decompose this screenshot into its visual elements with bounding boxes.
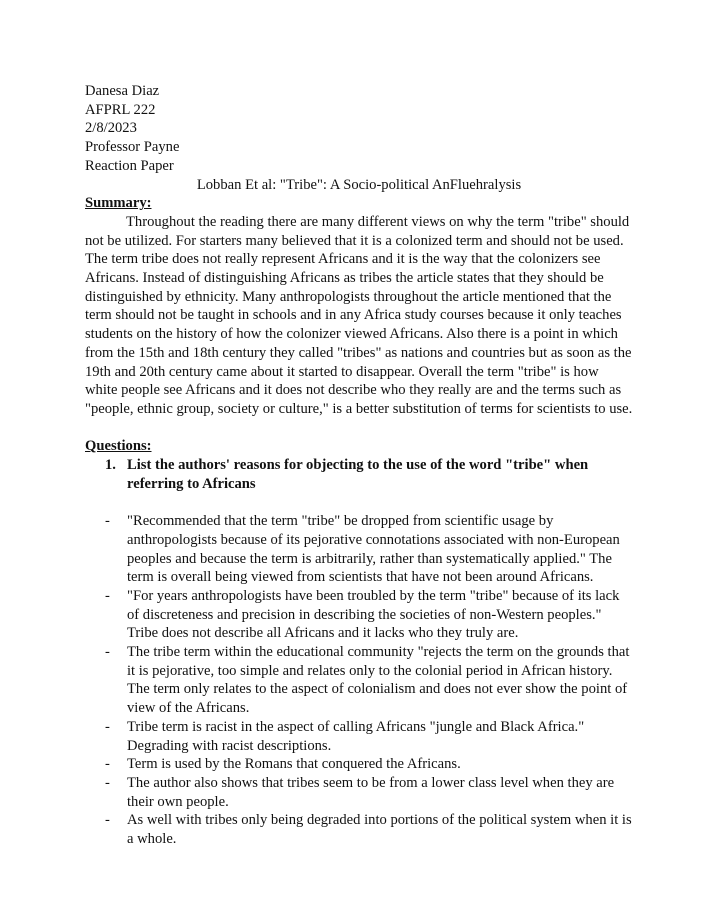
summary-heading: Summary:	[85, 195, 152, 212]
list-item	[105, 811, 633, 848]
list-item	[105, 512, 633, 587]
list-item	[105, 755, 633, 774]
professor-name: Professor Payne	[85, 139, 180, 156]
list-item-text: The author also shows that tribes seem to be from a lower class level when they are their own people.	[127, 774, 615, 810]
list-item-text: Tribe term is racist in the aspect of calling Africans "jungle and Black Africa." Degrading with racist descriptions.	[127, 718, 585, 754]
list-item	[105, 774, 633, 811]
paper-title: Lobban Et al: "Tribe": A Socio-political AnFluehralysis	[196, 176, 522, 193]
paper-type: Reaction Paper	[85, 157, 174, 174]
list-dash: -	[105, 513, 110, 530]
date: 2/8/2023	[85, 120, 137, 137]
summary-paragraph: Throughout the reading there are many different views on why the term "tribe" should not be utilized. For starters many believed that it is a colonized term and should not be used. The term tribe does not really represent Africans and it is the way that the colonizers see Africans. Instead of distinguishing Africans as tribes the article states that they should be distinguished by ethnicity. Many anthropologists throughout the article mentioned that the term should not be taught in schools and in any Africa study courses because it only teaches students on the history of how the colonizer viewed Africans. Also there is a point in which from the 15th and 18th century they called "tribes" as nations and countries but as soon as the 19th and 20th century came about it started to disappear. Overall the term "tribe" is how white people see Africans and it does not describe who they really are and the terms such as "people, ethnic group, society or culture," is a better substitution of terms for scientists to use.	[85, 213, 633, 417]
list-dash: -	[105, 644, 110, 661]
document-body	[85, 82, 633, 849]
list-item-text: The tribe term within the educational community "rejects the term on the grounds that it is pejorative, too simple and relates only to the colonial period in African history. The term only relates to the aspect of colonialism and does not ever show the point of view of the Africans.	[127, 644, 630, 717]
blank-line	[85, 493, 633, 512]
list-dash: -	[105, 587, 110, 604]
answer-list	[85, 512, 633, 849]
list-item	[105, 587, 633, 643]
blank-line	[85, 419, 633, 438]
list-item-text: Term is used by the Romans that conquered the Africans.	[127, 756, 461, 773]
course-code: AFPRL 222	[85, 101, 156, 118]
list-item	[105, 718, 633, 755]
list-dash: -	[105, 812, 110, 829]
list-dash: -	[105, 756, 110, 773]
question-item	[105, 456, 633, 493]
list-item-text: "Recommended that the term "tribe" be dropped from scientific usage by anthropologists because of its pejorative connotations associated with non-European peoples and because the term is arbitrarily, rather than systematically applied." The term is overall being viewed from scientists that have not been around Africans.	[127, 513, 620, 586]
question-text: List the authors' reasons for objecting to the use of the word "tribe" when referring to Africans	[127, 457, 589, 492]
questions-heading: Questions:	[85, 438, 152, 455]
question-number: 1.	[105, 457, 116, 474]
list-item-text: "For years anthropologists have been troubled by the term "tribe" because of its lack of discreteness and precision in describing the societies of non-Western peoples." Tribe does not describe all Africans and it lacks who they truly are.	[127, 587, 620, 642]
author-name: Danesa Diaz	[85, 83, 160, 99]
list-item-text: As well with tribes only being degraded into portions of the political system when it is a whole.	[127, 812, 632, 848]
list-dash: -	[105, 774, 110, 791]
list-dash: -	[105, 718, 110, 735]
list-item	[105, 643, 633, 718]
